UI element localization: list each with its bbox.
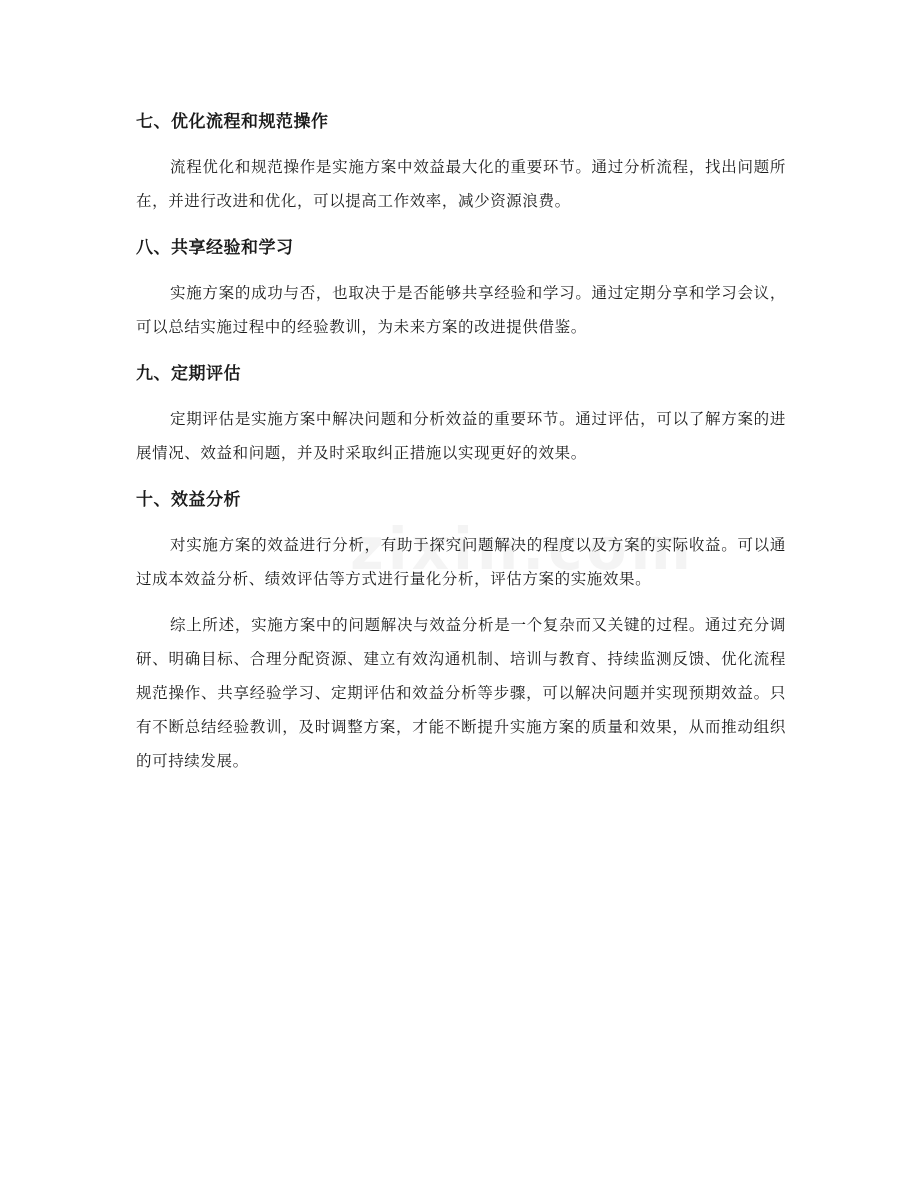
- section-heading: 十、效益分析: [136, 490, 241, 510]
- section-heading: 七、优化流程和规范操作: [136, 112, 329, 132]
- section-paragraph: 对实施方案的效益进行分析，有助于探究问题解决的程度以及方案的实际收益。可以通过成本效益分析、绩效评估等方式进行量化分析，评估方案的实施效果。: [136, 536, 786, 588]
- section-paragraph: 流程优化和规范操作是实施方案中效益最大化的重要环节。通过分析流程，找出问题所在，并进行改进和优化，可以提高工作效率，减少资源浪费。: [136, 158, 786, 210]
- section-paragraph: 实施方案的成功与否，也取决于是否能够共享经验和学习。通过定期分享和学习会议，可以总结实施过程中的经验教训，为未来方案的改进提供借鉴。: [136, 284, 786, 336]
- section-9: [136, 356, 786, 470]
- document-body: [136, 104, 786, 790]
- section-7: [136, 104, 786, 218]
- section-10: [136, 482, 786, 596]
- conclusion-paragraph: 综上所述，实施方案中的问题解决与效益分析是一个复杂而又关键的过程。通过充分调研、明确目标、合理分配资源、建立有效沟通机制、培训与教育、持续监测反馈、优化流程规范操作、共享经验学习、定期评估和效益分析等步骤，可以解决问题并实现预期效益。只有不断总结经验教训，及时调整方案，才能不断提升实施方案的质量和效果，从而推动组织的可持续发展。: [136, 616, 786, 770]
- section-8: [136, 230, 786, 344]
- section-paragraph: 定期评估是实施方案中解决问题和分析效益的重要环节。通过评估，可以了解方案的进展情况、效益和问题，并及时采取纠正措施以实现更好的效果。: [136, 410, 786, 462]
- section-heading: 九、定期评估: [136, 364, 241, 384]
- section-heading: 八、共享经验和学习: [136, 238, 294, 258]
